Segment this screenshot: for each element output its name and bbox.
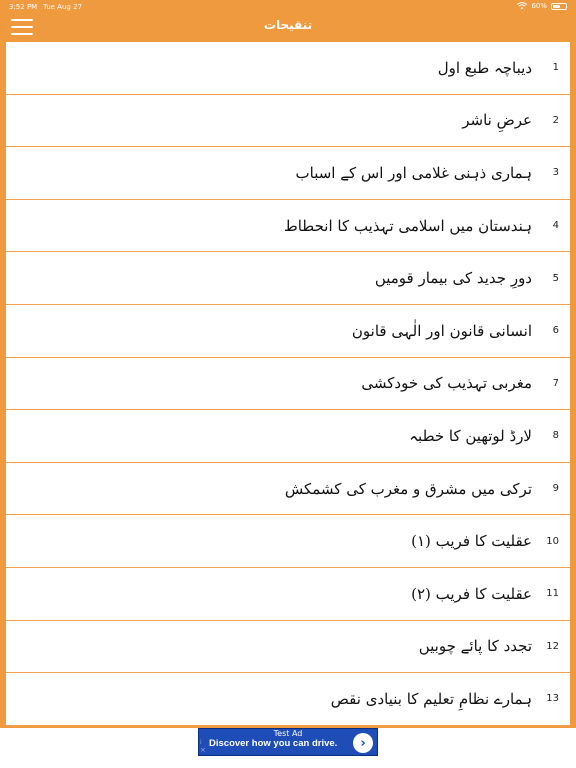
ad-info-icon[interactable]: i <box>200 739 202 746</box>
chapter-number: 5 <box>552 272 559 284</box>
page-title: تنقیحات <box>263 18 313 32</box>
chapter-row[interactable] <box>6 621 570 674</box>
chapter-row[interactable] <box>6 410 570 463</box>
chapter-list-frame <box>0 40 576 728</box>
ad-label: Test Ad <box>273 729 303 738</box>
status-indicators <box>517 2 567 10</box>
chapter-number: 13 <box>546 693 559 705</box>
chapter-title: لارڈ لوتھین کا خطبہ <box>409 426 532 445</box>
chapter-title: ہماری ذہنی غلامی اور اس کے اسباب <box>295 163 532 182</box>
ad-close-icon[interactable]: × <box>200 746 206 754</box>
chapter-row[interactable] <box>6 95 570 148</box>
chapter-row[interactable] <box>6 673 570 726</box>
chapter-title: دیباچہ طبع اول <box>437 58 532 77</box>
chapter-number: 6 <box>552 325 559 337</box>
chapter-list[interactable] <box>6 42 570 726</box>
chapter-row[interactable] <box>6 463 570 516</box>
chapter-number: 2 <box>552 114 559 126</box>
chapter-row[interactable] <box>6 147 570 200</box>
battery-percent: 60% <box>531 2 547 10</box>
chapter-title: دورِ جدید کی بیمار قومیں <box>374 269 532 288</box>
chapter-number: 8 <box>552 430 559 442</box>
chapter-title: عرضِ ناشر <box>462 111 532 130</box>
chapter-number: 11 <box>546 588 559 600</box>
chapter-title: عقلیت کا فریب (۱) <box>411 532 532 551</box>
chapter-number: 10 <box>546 535 559 547</box>
chapter-number: 9 <box>552 483 559 495</box>
chapter-title: تجدد کا پائے چوبیں <box>418 637 532 656</box>
ad-area <box>0 728 576 768</box>
chapter-number: 4 <box>552 220 559 232</box>
chapter-row[interactable] <box>6 515 570 568</box>
chapter-title: ہمارے نظامِ تعلیم کا بنیادی نقص <box>330 689 532 708</box>
chapter-row[interactable] <box>6 252 570 305</box>
chapter-number: 12 <box>546 640 559 652</box>
chapter-number: 3 <box>552 167 559 179</box>
chapter-number: 1 <box>552 62 559 74</box>
chapter-number: 7 <box>552 377 559 389</box>
chapter-title: ہندستان میں اسلامی تہذیب کا انحطاط <box>283 216 532 235</box>
chapter-title: عقلیت کا فریب (۲) <box>411 584 532 603</box>
chapter-title: مغربی تہذیب کی خودکشی <box>361 374 532 393</box>
chapter-title: انسانی قانون اور الٰہی قانون <box>351 321 532 340</box>
status-time: 3:52 PM <box>9 3 38 11</box>
ad-text: Discover how you can drive. <box>209 738 338 749</box>
chapter-title: ترکی میں مشرق و مغرب کی کشمکش <box>284 479 532 498</box>
chapter-row[interactable] <box>6 358 570 411</box>
header <box>0 0 576 40</box>
status-date: Tue Aug 27 <box>43 3 82 11</box>
battery-icon <box>551 3 567 10</box>
wifi-icon <box>517 2 527 10</box>
status-bar <box>0 0 576 14</box>
chapter-row[interactable] <box>6 568 570 621</box>
ad-arrow-icon[interactable]: › <box>353 733 373 753</box>
chapter-row[interactable] <box>6 305 570 358</box>
chapter-row[interactable] <box>6 200 570 253</box>
chapter-row[interactable] <box>6 42 570 95</box>
ad-banner[interactable] <box>198 728 378 756</box>
